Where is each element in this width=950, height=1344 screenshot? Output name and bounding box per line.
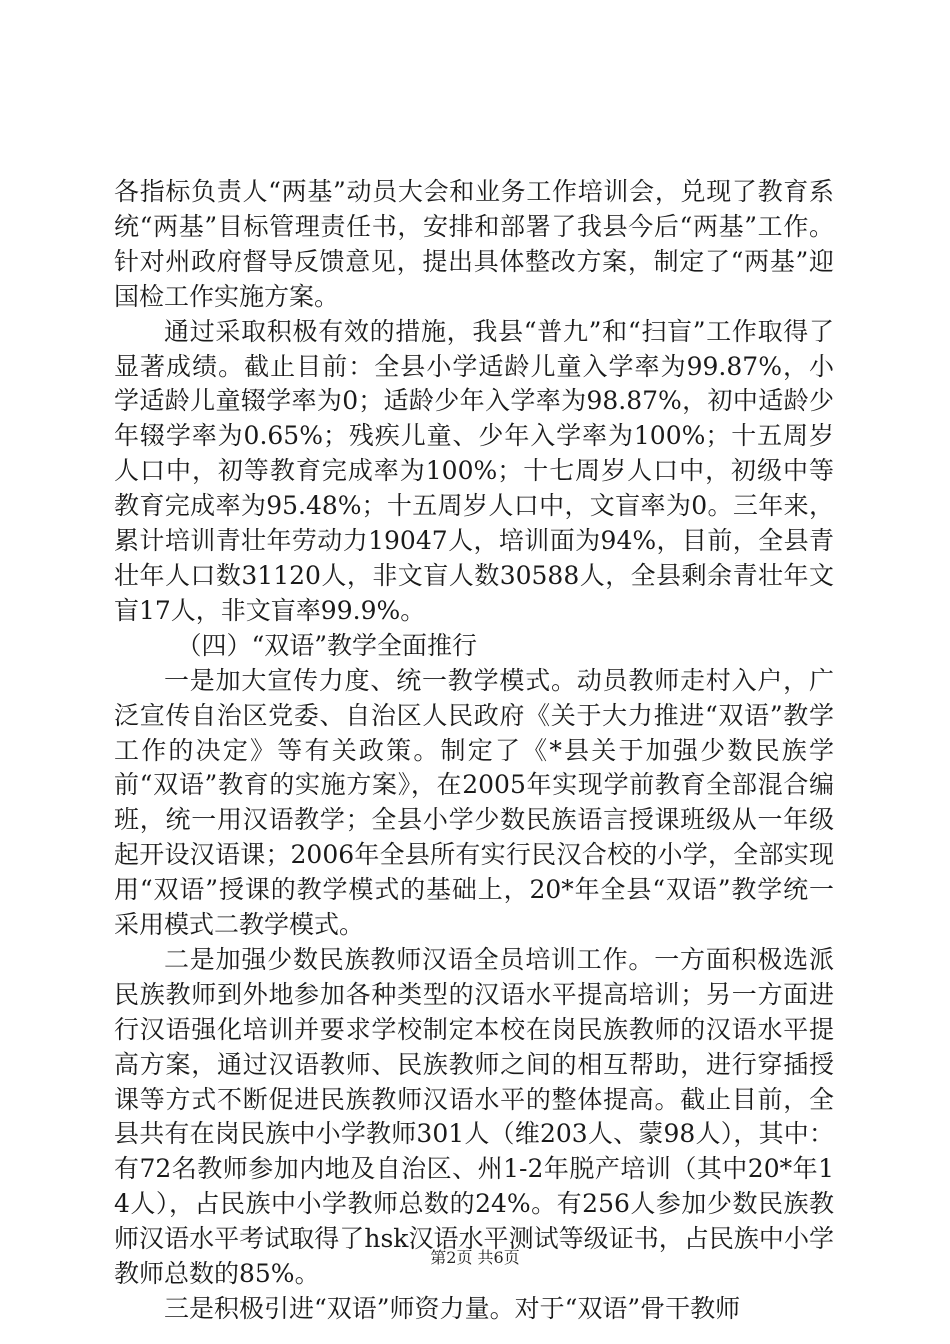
paragraph-teacher-training: 二是加强少数民族教师汉语全员培训工作。一方面积极选派民族教师到外地参加各种类型的汉语水平提高培训；另一方面进行汉语强化培训并要求学校制定本校在岗民族教师的汉语水平提高方案，通过汉语教师、民族教师之间的相互帮助，进行穿插授课等方式不断促进民族教师汉语水平的整体提高。截止目前，全县共有在岗民族中小学教师301人（维203人、蒙98人），其中：有72名教师参加内地及自治区、州1-2年脱产培训（其中20*年14人），占民族中小学教师总数的24%。有256人参加少数民族教师汉语水平考试取得了hsk汉语水平测试等级证书，占民族中小学教师总数的85%。 <box>114 944 834 1289</box>
paragraph-publicity: 一是加大宣传力度、统一教学模式。动员教师走村入户，广泛宣传自治区党委、自治区人民政府《关于大力推进“双语”教学工作的决定》等有关政策。制定了《*县关于加强少数民族学前“双语”教育的实施方案》，在2005年实现学前教育全部混合编班，统一用汉语教学；全县小学少数民族语言授课班级从一年级起开设汉语课；2006年全县所有实行民汉合校的小学，全部实现用“双语”授课的教学模式的基础上，20*年全县“双语”教学统一采用模式二教学模式。 <box>114 665 834 940</box>
paragraph-achievements: 通过采取积极有效的措施，我县“普九”和“扫盲”工作取得了显著成绩。截止目前：全县小学适龄儿童入学率为99.87%，小学适龄儿童辍学率为0；适龄少年入学率为98.87%，初中适龄少年辍学率为0.65%；残疾儿童、少年入学率为100%；十五周岁人口中，初等教育完成率为100%；十七周岁人口中，初级中等教育完成率为95.48%；十五周岁人口中，文盲率为0。三年来，累计培训青壮年劳动力19047人，培训面为94%，目前，全县青壮年人口数31120人，非文盲人数30588人，全县剩余青壮年文盲17人，非文盲率99.9%。 <box>114 316 834 625</box>
section-heading-bilingual: （四）“双语”教学全面推行 <box>176 630 478 660</box>
paragraph-continuation: 各指标负责人“两基”动员大会和业务工作培训会，兑现了教育系统“两基”目标管理责任书，安排和部署了我县今后“两基”工作。针对州政府督导反馈意见，提出具体整改方案，制定了“两基”迎国检工作实施方案。 <box>114 177 834 311</box>
page-number-footer: 第2页 共6页 <box>430 1248 520 1267</box>
document-body <box>114 175 834 1327</box>
paragraph-teacher-recruitment: 三是积极引进“双语”师资力量。对于“双语”骨干教师 <box>164 1294 741 1323</box>
